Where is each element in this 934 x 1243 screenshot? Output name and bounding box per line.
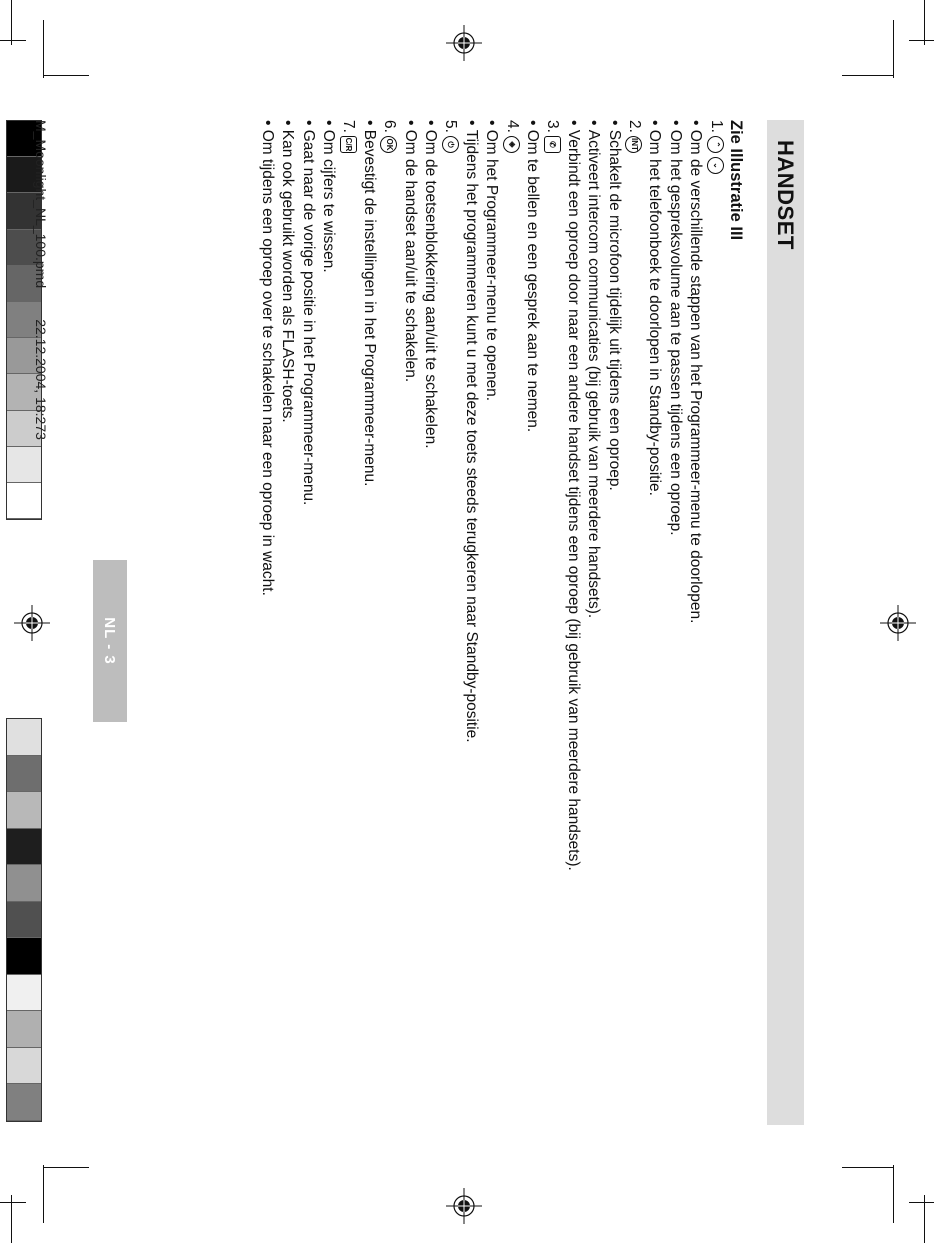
color-swatch <box>7 483 41 519</box>
color-swatch <box>7 1084 41 1121</box>
section-6-heading: 6. OK <box>379 120 399 1130</box>
list-item: • Om de handset aan/uit te schakelen. <box>399 120 419 1130</box>
page-title: HANDSET <box>773 140 798 250</box>
talk-key-icon: ✆ <box>544 136 561 153</box>
crop-mark <box>842 75 894 76</box>
color-swatch <box>7 1011 41 1048</box>
section-5-heading: 5. ⏻ <box>440 120 460 1130</box>
crop-mark <box>842 1167 894 1168</box>
color-swatch <box>7 447 41 483</box>
color-patch-bar <box>6 718 42 1122</box>
subtitle: Zie Illustratie III <box>727 120 745 241</box>
crop-mark <box>11 0 12 45</box>
list-item: • Om het gespreksvolume aan te passen tijdens een oproep. <box>664 120 684 1130</box>
section-2-heading: 2. INT <box>624 120 644 1130</box>
crop-mark <box>43 75 89 76</box>
list-item: • Bevestigt de instellingen in het Programmeer-menu. <box>358 120 378 1130</box>
section-7-heading: 7. C/R <box>340 120 358 152</box>
registration-mark-icon <box>446 1188 482 1224</box>
color-swatch <box>7 938 41 975</box>
crop-mark <box>924 0 925 45</box>
section-4-heading: 4. ◈ <box>501 120 521 1130</box>
list-item: • Activeert intercom communicaties (bij gebruik van meerdere handsets). <box>583 120 603 1130</box>
crop-mark <box>43 1167 89 1168</box>
page-number: NL - 3 <box>93 560 127 722</box>
color-swatch <box>7 902 41 939</box>
color-swatch <box>7 756 41 793</box>
list-item: • Om tijdens een oproep over te schakelen naar een oproep in wacht. <box>256 120 276 1130</box>
color-swatch <box>7 719 41 756</box>
color-swatch <box>7 829 41 866</box>
section-3-heading: 3. ✆ <box>542 120 562 1130</box>
list-item: • Schakelt de microfoon tijdelijk uit tijdens een oproep. <box>603 120 623 1130</box>
list-item: • Tijdens het programmeren kunt u met deze toets steeds terugkeren naar Standby-positie. <box>460 120 480 1130</box>
color-swatch <box>7 792 41 829</box>
crop-mark <box>43 20 44 78</box>
list-item: • Om te bellen en een gesprek aan te nemen. <box>522 120 542 1130</box>
registration-mark-icon <box>880 605 916 641</box>
color-swatch <box>7 1048 41 1085</box>
color-swatch <box>7 975 41 1012</box>
title-bar <box>767 120 804 1125</box>
list-item: • Om cijfers te wissen. <box>318 120 338 1130</box>
crop-mark <box>893 1165 894 1223</box>
registration-mark-icon <box>446 25 482 61</box>
list-item: • Om het Programmeer-menu te openen. <box>481 120 501 1130</box>
list-item: • Verbindt een oproep door naar een andere handset tijdens een oproep (bij gebruik van meerdere handsets). <box>562 120 582 1130</box>
menu-key-icon: ◈ <box>503 136 520 153</box>
section-1-heading: 1. ⌃ ⌄ <box>705 120 725 1130</box>
color-swatch <box>7 865 41 902</box>
registration-mark-icon <box>14 605 50 641</box>
list-item: • Om het telefoonboek te doorlopen in Standby-positie. <box>644 120 664 1130</box>
power-key-icon: ⏻ <box>442 136 459 153</box>
crop-mark <box>909 1202 934 1203</box>
list-item: • Om de toetsenblokkering aan/uit te schakelen. <box>420 120 440 1130</box>
down-arrow-icon: ⌄ <box>707 157 724 174</box>
crop-mark <box>893 20 894 78</box>
list-item: • Gaat naar de vorige positie in het Programmeer-menu. <box>297 120 317 1130</box>
clear-key-icon: C/R <box>340 136 357 153</box>
crop-mark <box>43 1165 44 1223</box>
footer-file-info: M_Moonlight_NL_100.pmd 22.12.2004, 18:273 <box>33 120 49 440</box>
up-arrow-icon: ⌃ <box>707 136 724 153</box>
crop-mark <box>909 40 934 41</box>
list-item: • Om de verschillende stappen van het Programmeer-menu te doorlopen. <box>685 120 705 1130</box>
main-content <box>256 120 746 1130</box>
ok-key-icon: OK <box>380 136 397 153</box>
int-key-icon: INT <box>625 136 642 153</box>
list-item: • Kan ook gebruikt worden als FLASH-toets. <box>277 120 297 1130</box>
crop-mark <box>0 40 26 41</box>
crop-mark <box>0 1202 26 1203</box>
